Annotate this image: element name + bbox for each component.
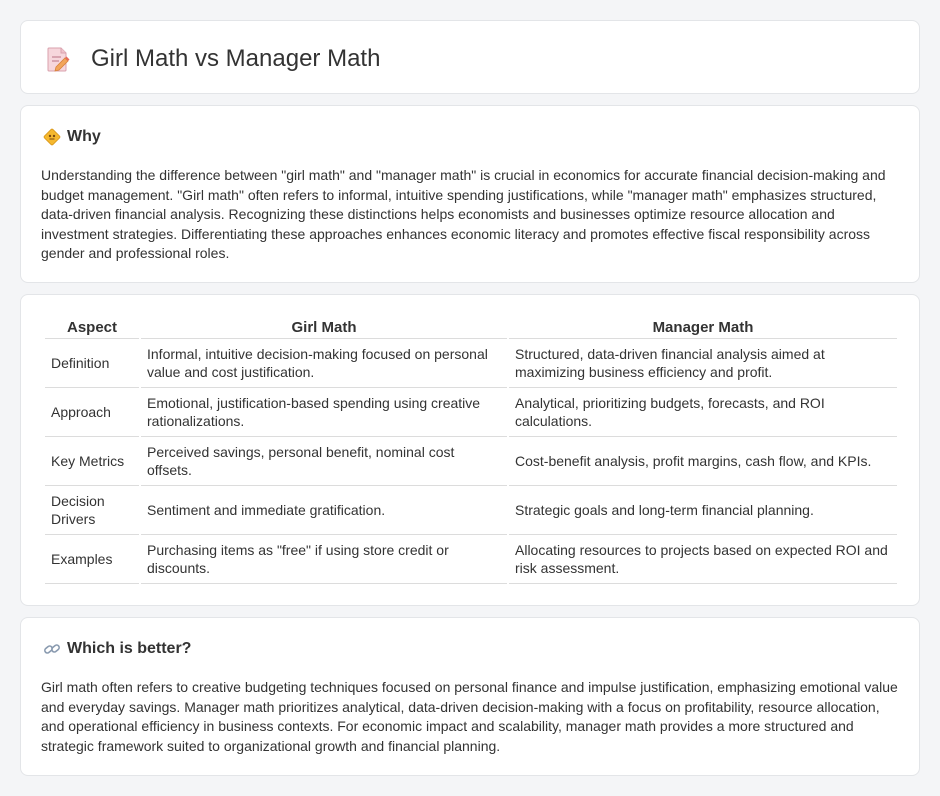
cell-girl-math: Emotional, justification-based spending using creative rationalizations.: [141, 388, 507, 437]
cell-aspect: Definition: [45, 339, 139, 388]
cell-manager-math: Strategic goals and long-term financial planning.: [509, 486, 897, 535]
cell-girl-math: Informal, intuitive decision-making focused on personal value and cost justification.: [141, 339, 507, 388]
why-heading-row: [43, 128, 101, 146]
why-heading: Why: [67, 128, 101, 145]
page-title: Girl Math vs Manager Math: [91, 45, 381, 72]
diamond-sign-icon: [43, 128, 61, 146]
cell-manager-math: Allocating resources to projects based on expected ROI and risk assessment.: [509, 535, 897, 584]
table-row: [45, 437, 897, 486]
cell-girl-math: Sentiment and immediate gratification.: [141, 486, 507, 535]
better-text: Girl math often refers to creative budgeting techniques focused on personal finance and impulse justification, emphasizing emotional value and everyday savings. Manager math prioritizes analytical, data-driven decision-making with a focus on profitability, resource allocation, and operational efficiency in business contexts. For economic impact and scalability, manager math provides a more structured and strategic framework suited to organizational growth and financial planning.: [41, 679, 898, 754]
title-row: [45, 41, 380, 77]
comparison-table: [43, 315, 899, 584]
cell-aspect: Examples: [45, 535, 139, 584]
which-is-better-section: [20, 617, 920, 776]
cell-aspect: Key Metrics: [45, 437, 139, 486]
comparison-section: [20, 294, 920, 606]
title-card: [20, 20, 920, 94]
cell-girl-math: Perceived savings, personal benefit, nominal cost offsets.: [141, 437, 507, 486]
table-row: [45, 486, 897, 535]
header-girl-math: Girl Math: [141, 315, 507, 339]
table-row: [45, 535, 897, 584]
link-icon: [43, 640, 61, 658]
table-header-row: [45, 315, 897, 339]
better-heading: Which is better?: [67, 640, 192, 657]
header-aspect: Aspect: [45, 315, 139, 339]
cell-girl-math: Purchasing items as "free" if using store credit or discounts.: [141, 535, 507, 584]
cell-aspect: Approach: [45, 388, 139, 437]
why-text: Understanding the difference between "girl math" and "manager math" is crucial in economics for accurate financial decision-making and budget management. "Girl math" often refers to informal, intuitive spending justifications, while "manager math" emphasizes structured, data-driven financial analysis. Recognizing these distinctions helps economists and businesses optimize resource allocation and investment strategies. Differentiating these approaches enhances economic literacy and promotes effective fiscal responsibility across gender and professional roles.: [41, 167, 886, 261]
why-section: [20, 105, 920, 283]
cell-manager-math: Structured, data-driven financial analysis aimed at maximizing business efficiency and profit.: [509, 339, 897, 388]
table-row: [45, 339, 897, 388]
cell-aspect: Decision Drivers: [45, 486, 139, 535]
cell-manager-math: Analytical, prioritizing budgets, forecasts, and ROI calculations.: [509, 388, 897, 437]
document-edit-icon: [45, 45, 71, 73]
header-manager-math: Manager Math: [509, 315, 897, 339]
table-row: [45, 388, 897, 437]
cell-manager-math: Cost-benefit analysis, profit margins, cash flow, and KPIs.: [509, 437, 897, 486]
better-heading-row: [43, 640, 191, 658]
